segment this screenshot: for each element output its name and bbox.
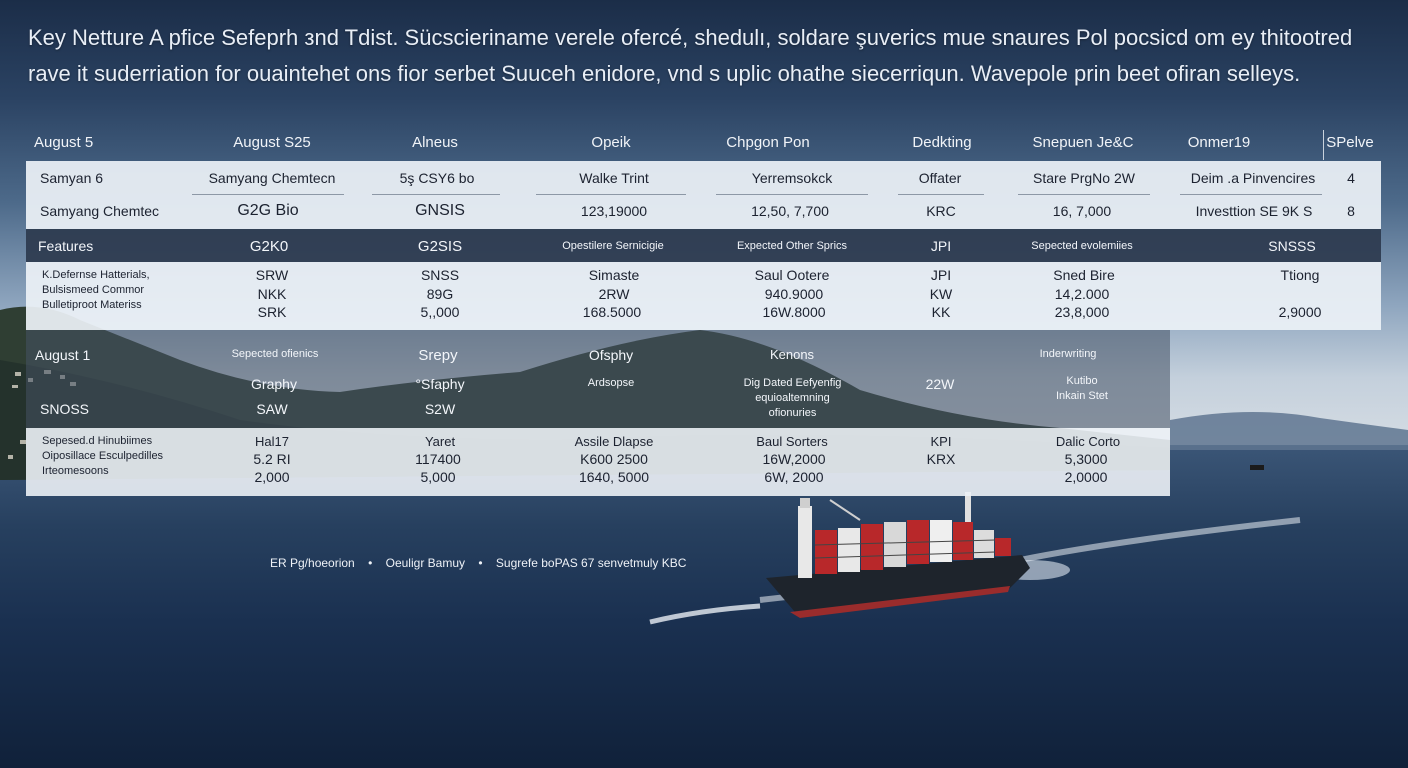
table-cell: SNOSS — [40, 401, 90, 417]
table-cell: K.Defernse Hatterials, — [42, 269, 150, 281]
table-cell: Irteomesoons — [42, 465, 109, 477]
table-cell: Sepected evolemiies — [1031, 240, 1133, 252]
table-cell: Hal17 — [255, 434, 289, 449]
table-cell: 5,,000 — [420, 304, 460, 320]
table-cell: K600 2500 — [580, 451, 648, 467]
column-header: Onmer19 — [1187, 134, 1251, 151]
table-cell: Saul Ootere — [754, 267, 830, 283]
column-header: August S25 — [233, 134, 311, 151]
distant-boat — [1250, 465, 1264, 470]
table-cell: Inderwriting — [1039, 348, 1097, 360]
table-cell-group — [42, 268, 150, 313]
table-cell: G2G Bio — [237, 202, 299, 219]
column-divider — [1323, 130, 1324, 160]
footer-item: Sugrefe boPAS 67 senvetmuly KBC — [495, 556, 687, 570]
table-cell: Samyang Chemtecn — [208, 170, 336, 186]
table-cell: GNSIS — [415, 202, 465, 219]
footer-item: ER Pg/hoeorion — [270, 556, 355, 570]
cargo-ship — [766, 492, 1030, 618]
table-cell: Dalic Corto — [1055, 434, 1121, 449]
column-header: Alneus — [412, 134, 458, 151]
table-cell: Dig Dated Eefyenfig equioaltemning ofionuries — [743, 377, 842, 419]
column-header: August 5 — [34, 134, 94, 151]
table-cell: 23,8,000 — [1054, 304, 1110, 320]
cell-underline — [898, 194, 984, 195]
table-cell: Stare PrgNo 2W — [1033, 170, 1135, 186]
table-cell: 5ş CSY6 bo — [399, 170, 475, 186]
table-cell: JPI — [930, 267, 952, 283]
column-header: Dedkting — [912, 134, 972, 151]
table-cell: 16W.8000 — [762, 304, 826, 320]
table-cell: JPI — [930, 238, 952, 254]
table-cell: Walke Trint — [579, 170, 649, 186]
table-cell: SNSSS — [1268, 238, 1316, 254]
table-cell: Yaret — [424, 434, 456, 449]
table-cell: Investtion SE 9K S — [1195, 203, 1313, 219]
table-cell: Sepesed.d Hinubiimes — [42, 435, 153, 447]
table-cell-group — [42, 434, 163, 479]
table-cell: 16, 7,000 — [1052, 203, 1112, 219]
table-cell: Assile Dlapse — [574, 434, 654, 449]
column-header: SPelve — [1326, 134, 1374, 151]
footer-item: Oeuligr Bamuy — [385, 556, 465, 570]
table-cell: G2K0 — [249, 238, 289, 255]
table-cell: SNSS — [420, 267, 460, 283]
table-cell: 2,9000 — [1278, 304, 1322, 320]
cell-underline — [372, 194, 500, 195]
table-cell: Deim .a Pinvencires — [1190, 170, 1316, 186]
table-block-b — [26, 229, 1381, 262]
table-cell: Kenons — [769, 347, 815, 362]
table-cell: Sned Bire — [1053, 267, 1115, 283]
table-cell: SRW — [255, 267, 289, 283]
table-cell: KW — [929, 286, 953, 302]
table-cell: Bulsismeed Commor — [42, 284, 145, 296]
table-cell: Opestilere Sernicigie — [562, 240, 664, 252]
table-cell: NKK — [257, 286, 287, 302]
table-cell: 14,2.000 — [1054, 286, 1110, 302]
table-cell: Graphy — [251, 376, 297, 392]
header-line-1: Key Netture A pfice Sefeprh зnd Tdist. Sücscieriname verele ofercé, shedulı, soldare şuverics mue snaures Pol pocsicd om ey thitootred — [28, 25, 1353, 50]
cell-underline — [1018, 194, 1150, 195]
table-cell: Samyan 6 — [40, 170, 104, 186]
table-cell: Yerremsokck — [751, 170, 833, 186]
table-cell: G2SIS — [417, 238, 463, 255]
table-cell: 22W — [925, 376, 955, 392]
table-cell: 5,3000 — [1064, 451, 1108, 467]
cell-underline — [1180, 194, 1322, 195]
table-cell: 123,19000 — [580, 203, 648, 219]
table-cell: Offater — [918, 170, 962, 186]
table-cell: Simaste — [588, 267, 640, 283]
table-cell: Baul Sorters — [756, 434, 828, 449]
table-cell: August 1 — [35, 347, 91, 363]
distant-hills — [1170, 412, 1408, 450]
table-cell: Ardsopse — [587, 377, 635, 389]
table-block-c — [26, 262, 1381, 330]
column-header: Chpgon Pon — [726, 134, 810, 151]
table-cell: 2RW — [598, 286, 630, 302]
table-cell: Oiposillace Esculpedilles — [42, 450, 164, 462]
table-cell: °Sfaphy — [415, 376, 465, 392]
table-cell: 6W, 2000 — [764, 469, 824, 485]
column-header-row — [0, 126, 1408, 160]
table-cell: Features — [38, 238, 94, 254]
header-line-2: rave it suderriation for ouaintehet ons fior serbet Suuceh enidore, vnd s uplic ohathe siecerriqun. Wavepole prin beet ofiran selleys. — [28, 61, 1301, 86]
table-cell: SRK — [257, 304, 287, 320]
table-cell: S2W — [424, 401, 456, 417]
table-cell: Ttiong — [1280, 267, 1320, 283]
table-cell: 1640, 5000 — [578, 469, 650, 485]
table-cell: Ofsphy — [588, 347, 634, 363]
table-cell: 117400 — [415, 451, 461, 467]
cell-underline — [716, 194, 868, 195]
bullet-icon: • — [478, 556, 483, 570]
table-cell: KRX — [926, 451, 956, 467]
table-cell: Sepected ofienics — [231, 348, 319, 360]
table-cell: 2,000 — [254, 469, 290, 485]
cell-underline — [536, 194, 686, 195]
cell-underline — [192, 194, 344, 195]
header-text — [28, 20, 1388, 92]
table-cell: 12,50, 7,700 — [751, 203, 829, 219]
table-cell: 4 — [1347, 170, 1355, 186]
footer-caption — [270, 556, 686, 570]
table-cell: Kutibo Inkain Stet — [1056, 375, 1108, 402]
table-cell: KPI — [930, 434, 952, 449]
table-cell: 5.2 RI — [253, 451, 291, 467]
bullet-icon: • — [368, 556, 373, 570]
table-cell: 5,000 — [420, 469, 456, 485]
table-cell: Srepy — [418, 347, 458, 364]
table-cell: KK — [931, 304, 951, 320]
table-cell: SAW — [256, 401, 288, 417]
table-cell: 16W,2000 — [762, 451, 826, 467]
table-cell: 8 — [1347, 203, 1355, 219]
table-cell: 89G — [426, 286, 454, 302]
table-cell: Bulletiproot Materiss — [42, 299, 142, 311]
table-cell: 940.9000 — [764, 286, 824, 302]
table-cell: KRC — [926, 203, 956, 219]
column-header: Snepuen Je&C — [1032, 134, 1134, 151]
column-header: Opeik — [591, 134, 631, 151]
table-cell: Samyang Chemtec — [40, 203, 160, 219]
table-cell: 2,0000 — [1064, 469, 1108, 485]
table-cell: Expected Other Sprics — [736, 240, 848, 252]
table-cell: 168.5000 — [582, 304, 642, 320]
